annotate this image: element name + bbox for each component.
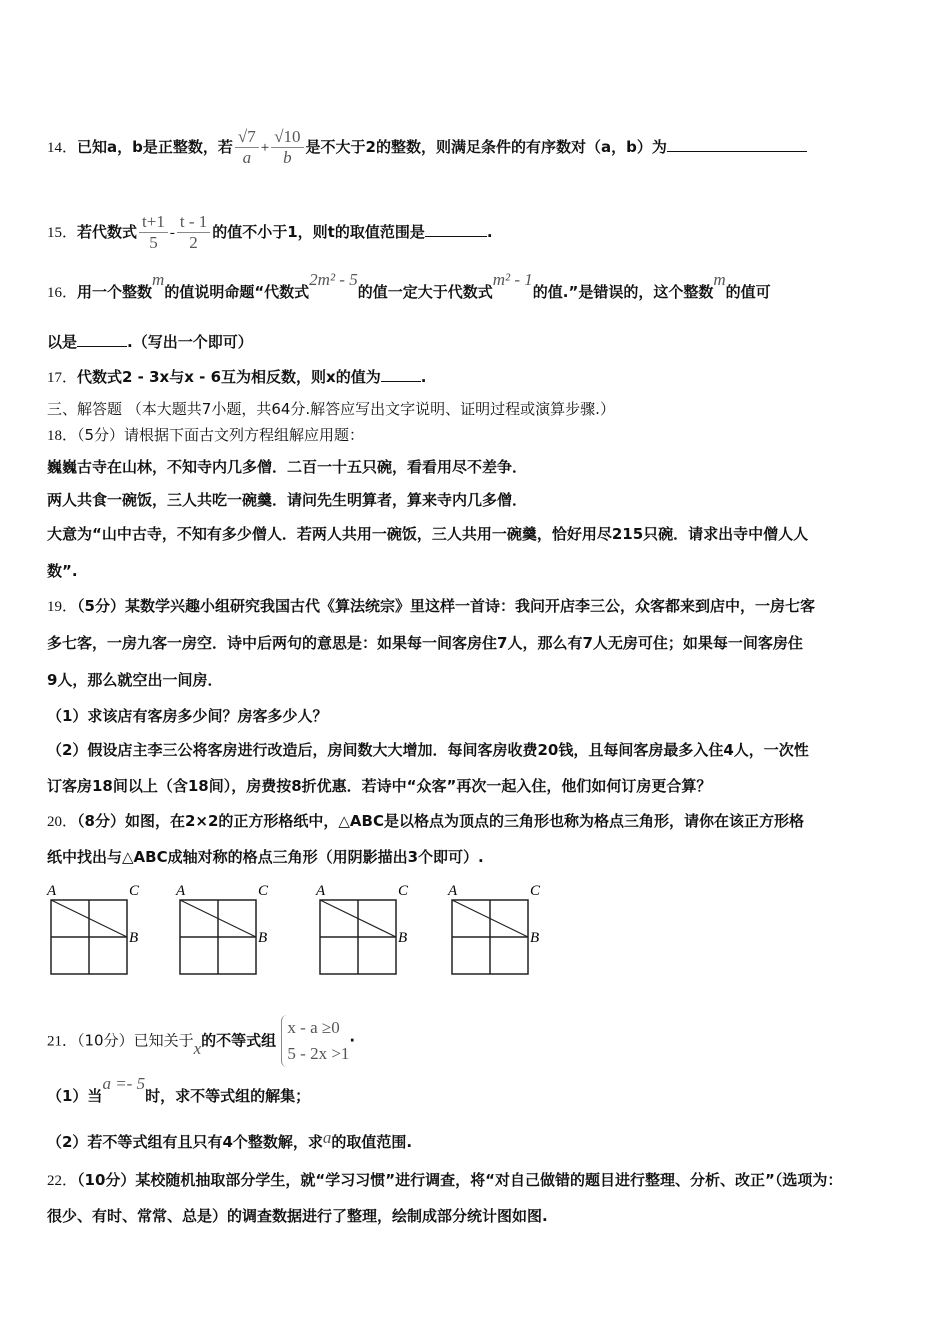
q-text: 是不大于2的整数，则满足条件的有序数对（a，b）为 <box>305 138 667 156</box>
question-16 <box>47 270 771 303</box>
grid-svg <box>47 880 147 980</box>
q-text: （8分）如图，在2×2的正方形格纸中，△ABC是以格点为顶点的三角形也称为格点三角形，请你在该正方形格 <box>77 812 804 830</box>
q-text: 的值说明命题“代数式 <box>164 283 310 301</box>
fraction <box>235 127 259 168</box>
q-text: 的不等式组 <box>201 1031 277 1050</box>
sub-question: （1）求该店有客房多少间？房客多少人？ <box>47 707 328 725</box>
grid-svg <box>176 880 276 980</box>
q-number: 18． <box>47 428 78 444</box>
question-16-cont <box>47 332 253 352</box>
question-18 <box>47 425 364 446</box>
q-text: 已知a，b是正整数，若 <box>77 138 233 156</box>
q-text: 的值一定大于代数式 <box>357 283 493 301</box>
q-text: （5分）某数学兴趣小组研究我国古代《算法统宗》里这样一首诗：我问开店李三公，众客都来到店中，一房七客 <box>77 597 815 615</box>
math-m: m <box>152 270 165 289</box>
question-19 <box>47 596 815 617</box>
question-21-part1 <box>47 1074 311 1106</box>
q-number: 20． <box>47 814 78 830</box>
q-text: 多七客，一房九客一房空．诗中后两句的意思是：如果每一间客房住7人，那么有7人无房可住；如果每一间客房住 <box>47 634 803 652</box>
q-text: 以是 <box>47 333 78 351</box>
question-22 <box>47 1170 842 1191</box>
label-b: B <box>258 930 268 946</box>
grid-figure <box>176 880 276 980</box>
q-text: （2）若不等式组有且只有4个整数解，求 <box>47 1133 323 1151</box>
label-c: C <box>530 883 541 899</box>
q-text: 很少、有时、常常、总是）的调查数据进行了整理，绘制成部分统计图如图. <box>47 1207 548 1225</box>
q-text: （10分）已知关于 <box>77 1031 194 1050</box>
grid-svg <box>316 880 416 980</box>
q-text: 纸中找出与△ABC成轴对称的格点三角形（用阴影描出3个即可）. <box>47 848 484 866</box>
poem-line: 巍巍古寺在山林，不知寺内几多僧．二百一十五只碗，看看用尽不差争． <box>47 458 528 476</box>
q-text: （10分）某校随机抽取部分学生，就“学习习惯”进行调查，将“对自己做错的题目进行整理、分析、改正”（选项为： <box>77 1171 843 1189</box>
period: . <box>420 368 427 386</box>
q-text: 数”. <box>47 562 78 580</box>
math-m: m <box>713 270 726 289</box>
answer-blank[interactable] <box>425 222 487 237</box>
numerator: √7 <box>235 127 259 148</box>
math-expr: 2m² - 5 <box>309 270 358 289</box>
section-heading: 三、解答题 （本大题共7小题，共64分.解答应写出文字说明、证明过程或演算步骤.） <box>47 400 615 418</box>
q-text: 的值不小于1，则t的取值范围是 <box>212 223 425 241</box>
sub-question: （2）假设店主李三公将客房进行改造后，房间数大大增加．每间客房收费20钱，且每间客房最多入住4人，一次性 <box>47 741 809 759</box>
numerator: √10 <box>271 127 303 148</box>
q-number: 17． <box>47 370 78 386</box>
label-b: B <box>530 930 540 946</box>
label-b: B <box>129 930 139 946</box>
q-text: （5分）请根据下面古文列方程组解应用题： <box>77 426 365 444</box>
q-number: 22． <box>47 1173 78 1189</box>
q-number: 14． <box>47 140 78 156</box>
label-c: C <box>258 883 269 899</box>
grid-svg <box>448 880 548 980</box>
q-number: 21． <box>47 1033 78 1050</box>
label-b: B <box>398 930 408 946</box>
denominator: 2 <box>189 233 198 252</box>
question-17 <box>47 367 426 388</box>
q-number: 16． <box>47 285 78 301</box>
math-x: x <box>193 1038 202 1058</box>
q-text: 订客房18间以上（含18间），房费按8折优惠．若诗中“众客”再次一起入住，他们如何订房更合算？ <box>47 777 712 795</box>
answer-blank[interactable] <box>77 332 127 347</box>
fraction <box>177 212 210 253</box>
math-expr: a =- 5 <box>102 1074 146 1093</box>
grid-figure <box>47 880 147 980</box>
numerator: t+1 <box>139 212 168 233</box>
denominator: b <box>283 148 292 167</box>
question-14 <box>47 127 807 168</box>
inequality-system <box>281 1015 349 1067</box>
label-c: C <box>398 883 409 899</box>
question-15 <box>47 212 493 253</box>
q-text: 大意为“山中古寺，不知有多少僧人．若两人共用一碗饭，三人共用一碗羹，恰好用尽215只碗．请求出寺中僧人人 <box>47 525 809 543</box>
label-a: A <box>316 883 326 899</box>
q-text: 用一个整数 <box>77 283 153 301</box>
q-text: 若代数式 <box>77 223 138 241</box>
inequality: 5 - 2x >1 <box>287 1044 350 1063</box>
poem-line: 两人共食一碗饭，三人共吃一碗羹．请问先生明算者，算来寺内几多僧． <box>47 491 528 509</box>
q-number: 19． <box>47 599 78 615</box>
fraction <box>139 212 168 253</box>
math-expr: m² - 1 <box>492 270 533 289</box>
dot: · <box>349 1031 356 1050</box>
q-text: 时，求不等式组的解集； <box>145 1087 311 1105</box>
q-text: 的值可 <box>725 283 771 301</box>
q-text: 的取值范围. <box>331 1133 413 1151</box>
period: . <box>486 223 493 241</box>
inequality: x - a ≥0 <box>287 1018 340 1037</box>
denominator: 5 <box>149 233 158 252</box>
grid-figure <box>316 880 416 980</box>
q-text: 9人，那么就空出一间房． <box>47 671 223 689</box>
q-number: 15． <box>47 225 78 241</box>
label-a: A <box>47 883 57 899</box>
q-text: （1）当 <box>47 1087 103 1105</box>
question-21 <box>47 1015 355 1067</box>
numerator: t - 1 <box>177 212 210 233</box>
answer-blank[interactable] <box>667 137 807 152</box>
answer-blank[interactable] <box>381 367 421 382</box>
label-a: A <box>176 883 186 899</box>
label-c: C <box>129 883 140 899</box>
q-text: 代数式2 - 3x与x - 6互为相反数，则x的值为 <box>77 368 381 386</box>
math-a: a <box>322 1128 332 1147</box>
label-a: A <box>448 883 458 899</box>
question-21-part2 <box>47 1128 413 1152</box>
plus-sign: + <box>260 140 270 156</box>
minus-sign: - <box>169 225 175 241</box>
q-text: .（写出一个即可） <box>127 333 253 351</box>
denominator: a <box>242 148 252 167</box>
grid-figure <box>448 880 548 980</box>
fraction <box>271 127 303 168</box>
question-20 <box>47 811 804 832</box>
q-text: 的值.”是错误的，这个整数 <box>532 283 714 301</box>
